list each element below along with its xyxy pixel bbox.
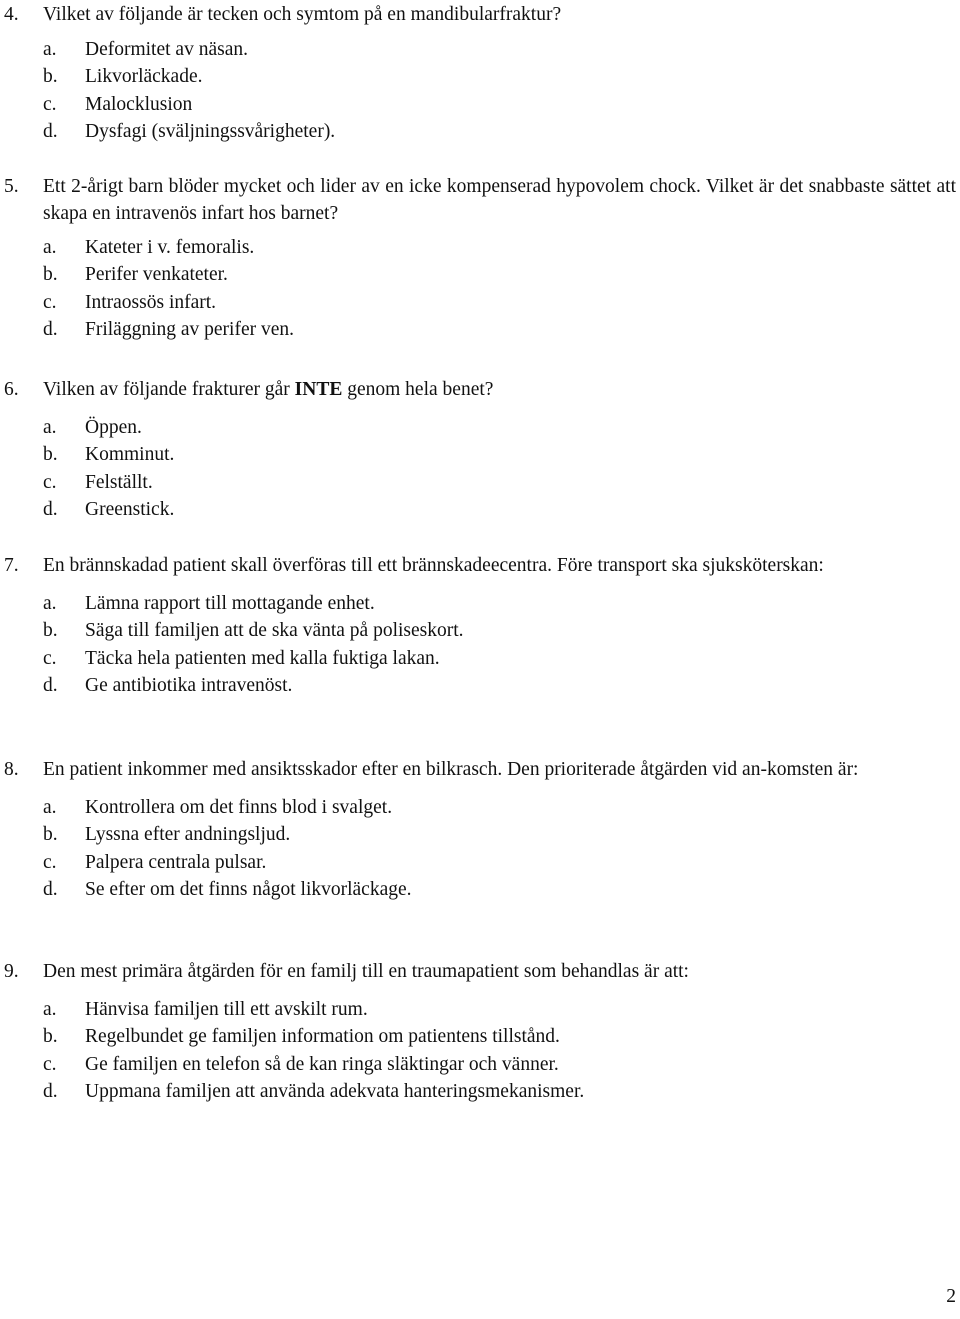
- question-5: [4, 173, 956, 343]
- question-text: En brännskadad patient skall överföras till ett brännskadeecentra. Före transport ska sjuksköterskan:: [43, 555, 824, 576]
- question-text: Ett 2-årigt barn blöder mycket och lider av en icke kompenserad hypovolem chock. Vilket är det snabbaste sättet att skapa en intravenös infart hos barnet?: [43, 176, 956, 224]
- option-c: c. Intraossös infart.: [43, 291, 217, 313]
- option-b: b. Komminut.: [43, 444, 175, 466]
- emphasis-inte: INTE: [294, 379, 343, 400]
- question-9: [4, 958, 956, 1105]
- question-text: Vilken av följande frakturer går INTE genom hela benet?: [43, 379, 494, 400]
- question-number: 8.: [4, 759, 19, 780]
- option-d: d. Se efter om det finns något likvorläckage.: [43, 878, 412, 900]
- option-a: a. Kateter i v. femoralis.: [43, 237, 255, 258]
- page-number: 2: [946, 1286, 956, 1307]
- option-d: d. Greenstick.: [43, 498, 175, 520]
- option-c: c. Täcka hela patienten med kalla fuktiga lakan.: [43, 647, 440, 669]
- option-c: c. Felställt.: [43, 471, 153, 493]
- option-a: a. Öppen.: [43, 417, 142, 438]
- question-number: 5.: [4, 176, 19, 197]
- option-b: b. Lyssna efter andningsljud.: [43, 824, 291, 846]
- option-b: b. Perifer venkateter.: [43, 264, 228, 286]
- option-c: c. Malocklusion: [43, 93, 193, 115]
- question-number: 6.: [4, 379, 19, 400]
- option-c: c. Ge familjen en telefon så de kan ringa släktingar och vänner.: [43, 1053, 559, 1075]
- option-a: a. Deformitet av näsan.: [43, 39, 248, 60]
- question-7: [4, 552, 956, 699]
- option-a: a. Kontrollera om det finns blod i svalget.: [43, 797, 393, 818]
- question-8: [4, 756, 956, 903]
- question-6: [4, 376, 956, 523]
- question-4: [4, 1, 956, 145]
- option-b: b. Likvorläckade.: [43, 66, 203, 88]
- option-a: a. Hänvisa familjen till ett avskilt rum.: [43, 999, 368, 1020]
- option-c: c. Palpera centrala pulsar.: [43, 851, 267, 873]
- option-d: d. Friläggning av perifer ven.: [43, 318, 295, 340]
- option-d: d. Dysfagi (sväljningssvårigheter).: [43, 120, 336, 142]
- question-text: Vilket av följande är tecken och symtom på en mandibularfraktur?: [43, 4, 562, 25]
- option-a: a. Lämna rapport till mottagande enhet.: [43, 593, 375, 614]
- option-d: d. Ge antibiotika intravenöst.: [43, 674, 293, 696]
- question-number: 9.: [4, 961, 19, 982]
- option-b: b. Regelbundet ge familjen information om patientens tillstånd.: [43, 1026, 560, 1048]
- question-number: 4.: [4, 4, 19, 25]
- option-d: d. Uppmana familjen att använda adekvata hanteringsmekanismer.: [43, 1080, 585, 1102]
- question-text: Den mest primära åtgärden för en familj till en traumapatient som behandlas är att:: [43, 961, 689, 982]
- option-b: b. Säga till familjen att de ska vänta på poliseskort.: [43, 620, 464, 642]
- question-text: En patient inkommer med ansiktsskador efter en bilkrasch. Den prioriterade åtgärden vid an-komsten är:: [43, 759, 859, 780]
- question-number: 7.: [4, 555, 19, 576]
